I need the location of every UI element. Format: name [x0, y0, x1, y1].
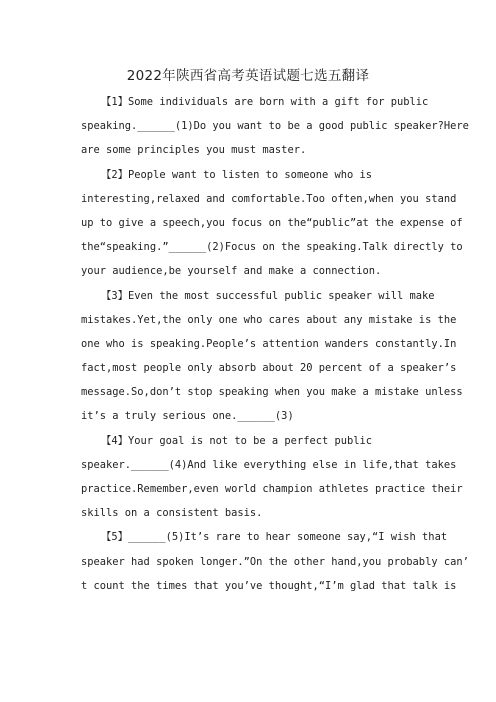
text-line: skills on a consistent basis.: [81, 507, 263, 520]
text-line: t count the times that you’ve thought,“I’m glad that talk is: [81, 579, 457, 592]
text-line: speaker.______(4)And like everything else in life,that takes: [81, 458, 457, 471]
text-line: 【1】Some individuals are born with a gift for public: [101, 96, 429, 108]
text-line: up to give a speech,you focus on the“public”at the expense of: [81, 216, 463, 229]
text-line: the“speaking.”______(2)Focus on the speaking.Talk directly to: [81, 241, 463, 254]
paragraph: [81, 163, 463, 284]
text-line: one who is speaking.People’s attention wanders constantly.In: [81, 337, 457, 350]
text-line: message.So,don’t stop speaking when you make a mistake unless: [81, 386, 463, 399]
text-line: speaking.______(1)Do you want to be a good public speaker?Here: [81, 120, 469, 133]
text-line: interesting,relaxed and comfortable.Too often,when you stand: [81, 192, 457, 205]
text-line: 【3】Even the most successful public speaker will make: [101, 289, 435, 302]
text-line: fact,most people only absorb about 20 percent of a speaker’s: [81, 362, 457, 375]
paragraph: [81, 429, 463, 526]
text-line: your audience,be yourself and make a connection.: [81, 265, 382, 278]
paragraph: [81, 525, 469, 598]
document-body: [81, 90, 469, 598]
document-title: 2022年陕西省高考英语试题七选五翻译: [126, 68, 370, 84]
paragraph: [81, 90, 469, 163]
text-line: it’s a truly serious one.______(3): [81, 410, 294, 423]
text-line: are some principles you must master.: [81, 144, 307, 157]
text-line: 【2】People want to listen to someone who is: [101, 168, 373, 181]
paragraph: [81, 284, 463, 429]
text-line: speaker had spoken longer.”On the other hand,you probably can’: [81, 555, 469, 568]
text-line: mistakes.Yet,the only one who cares about any mistake is the: [81, 313, 457, 326]
text-line: 【4】Your goal is not to be a perfect public: [101, 434, 373, 447]
text-line: practice.Remember,even world champion athletes practice their: [81, 483, 463, 495]
text-line: 【5】______(5)It’s rare to hear someone say,“I wish that: [101, 531, 448, 544]
